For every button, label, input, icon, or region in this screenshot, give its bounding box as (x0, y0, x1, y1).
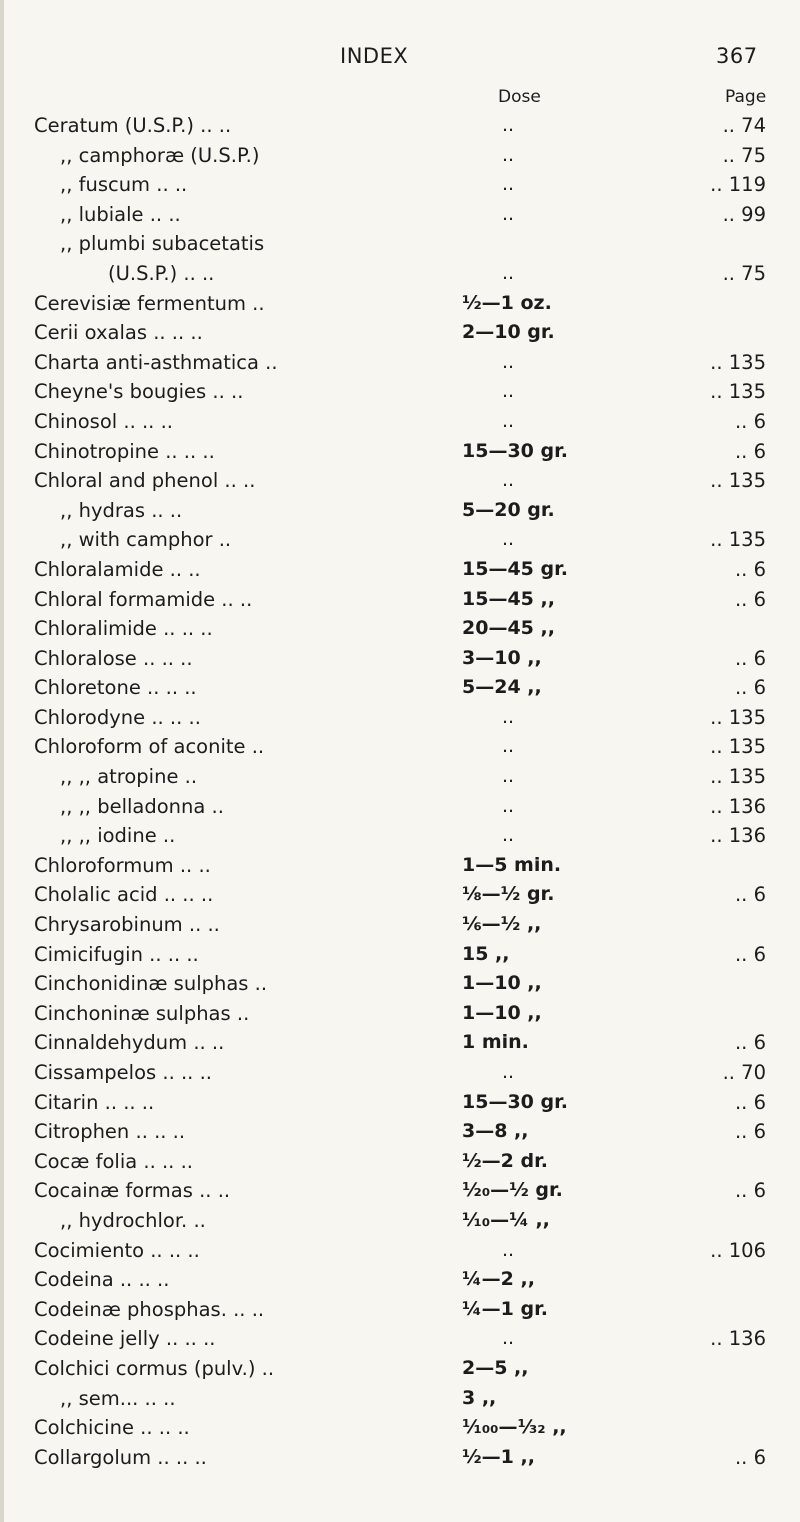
index-entry (0, 733, 800, 763)
entry-page: .. 99 (722, 202, 766, 226)
entry-name: Cocainæ formas .. .. (34, 1179, 231, 1203)
entry-dose: 15—30 gr. (462, 1090, 568, 1113)
entry-dose: ⅛—½ gr. (462, 883, 555, 906)
index-entry (0, 615, 800, 645)
page-column-heading: Page (725, 87, 767, 107)
entry-dose: ½—1 ,, (462, 1445, 535, 1468)
index-entry (0, 1148, 800, 1178)
index-entry (0, 852, 800, 882)
index-entry (0, 319, 800, 349)
entry-page: .. 6 (734, 1120, 766, 1144)
entry-name: Chloral and phenol .. .. (34, 469, 256, 493)
entry-name: Cinnaldehydum .. .. (34, 1031, 225, 1055)
entry-dose: ⅙—½ ,, (462, 913, 542, 936)
index-entry (0, 526, 800, 556)
entry-name: Chlorodyne .. .. .. (34, 705, 201, 729)
entry-name: (U.S.P.) .. .. (108, 261, 215, 285)
index-entry (0, 911, 800, 941)
entry-page: .. 6 (734, 557, 766, 581)
entry-dose: .. (502, 794, 515, 817)
entry-page: .. 6 (734, 1179, 766, 1203)
index-entry (0, 1444, 800, 1474)
entry-name: Chloroformum .. .. (34, 853, 211, 877)
column-headings (0, 87, 800, 109)
entry-dose: 3—10 ,, (462, 646, 542, 669)
entry-page: .. 135 (710, 705, 766, 729)
index-entry (0, 556, 800, 586)
entry-dose: ⅒—¼ ,, (462, 1208, 550, 1231)
entry-dose: .. (502, 350, 515, 373)
entry-name: ,, ,, atropine .. (60, 765, 198, 789)
entry-dose: .. (502, 143, 515, 166)
entry-dose: .. (502, 735, 515, 758)
entry-dose: .. (502, 380, 515, 403)
entry-dose: .. (502, 261, 515, 284)
entry-name: Chloretone .. .. .. (34, 676, 197, 700)
entry-dose: ¹⁄₁₀₀—¹⁄₃₂ ,, (462, 1416, 567, 1439)
entry-name: Cinchoninæ sulphas .. (34, 1001, 250, 1025)
index-entry (0, 1325, 800, 1355)
entry-name: ,, ,, iodine .. (60, 824, 176, 848)
entry-page: .. 136 (710, 824, 766, 848)
index-entry (0, 230, 800, 260)
entry-dose: .. (502, 202, 515, 225)
index-entry (0, 822, 800, 852)
index-entry (0, 171, 800, 201)
dose-column-heading: Dose (498, 87, 541, 107)
index-entry (0, 142, 800, 172)
index-entry (0, 941, 800, 971)
index-entry (0, 1207, 800, 1237)
index-entry (0, 970, 800, 1000)
entry-page: .. 135 (710, 380, 766, 404)
entry-dose: 5—24 ,, (462, 676, 542, 699)
index-entry (0, 260, 800, 290)
entry-dose: .. (502, 1061, 515, 1083)
index-entry (0, 438, 800, 468)
entry-name: Chrysarobinum .. .. (34, 913, 220, 937)
entry-page: .. 70 (722, 1061, 766, 1084)
index-entry (0, 1089, 800, 1119)
index-entry (0, 378, 800, 408)
index-entry (0, 1177, 800, 1207)
entry-page: .. 136 (710, 794, 766, 818)
index-entry (0, 1237, 800, 1267)
index-entry (0, 1266, 800, 1296)
index-entry (0, 1385, 800, 1415)
entry-dose: .. (502, 824, 515, 847)
entry-name: Cerevisiæ fermentum .. (34, 291, 265, 315)
entry-dose: .. (502, 528, 515, 551)
entry-name: Colchici cormus (pulv.) .. (34, 1356, 275, 1380)
entry-dose: 2—5 ,, (462, 1356, 529, 1379)
entry-dose: .. (502, 765, 515, 788)
index-entry (0, 349, 800, 379)
index-entry (0, 201, 800, 231)
index-entry (0, 467, 800, 497)
entry-dose: 1—10 ,, (462, 1001, 542, 1024)
entry-name: Cinchonidinæ sulphas .. (34, 972, 268, 996)
entry-name: Chinotropine .. .. .. (34, 439, 215, 463)
index-entries (0, 112, 800, 1473)
entry-dose: .. (502, 173, 515, 196)
entry-page: .. 119 (710, 173, 766, 197)
entry-name: Citrophen .. .. .. (34, 1120, 186, 1144)
entry-dose: 20—45 ,, (462, 617, 555, 640)
entry-name: Chinosol .. .. .. (34, 409, 173, 433)
entry-page: .. 6 (734, 409, 766, 433)
entry-name: Chloralimide .. .. .. (34, 617, 213, 641)
index-entry (0, 793, 800, 823)
entry-page: .. 106 (710, 1238, 766, 1262)
entry-name: Cocimiento .. .. .. (34, 1238, 200, 1262)
entry-name: Chloralamide .. .. (34, 557, 201, 581)
entry-name: ,, fuscum .. .. (60, 173, 188, 197)
index-entry (0, 1000, 800, 1030)
index-entry (0, 497, 800, 527)
entry-dose: .. (502, 114, 515, 136)
entry-dose: .. (502, 409, 515, 432)
entry-page: .. 75 (722, 261, 766, 285)
entry-page: .. 135 (710, 350, 766, 374)
index-entry (0, 1029, 800, 1059)
entry-page: .. 6 (734, 1090, 766, 1114)
entry-name: ,, hydrochlor. .. (60, 1208, 206, 1232)
entry-name: Cimicifugin .. .. .. (34, 942, 199, 966)
entry-name: Codeina .. .. .. (34, 1268, 170, 1292)
index-entry (0, 1118, 800, 1148)
entry-dose: .. (502, 1327, 515, 1350)
entry-name: Citarin .. .. .. (34, 1090, 155, 1114)
entry-page: .. 6 (734, 942, 766, 966)
entry-name: Cerii oxalas .. .. .. (34, 321, 203, 345)
entry-name: Collargolum .. .. .. (34, 1445, 207, 1469)
entry-name: Codeinæ phosphas. .. .. (34, 1297, 265, 1321)
entry-name: Cholalic acid .. .. .. (34, 883, 214, 907)
entry-dose: 15—45 gr. (462, 557, 568, 580)
entry-page: .. 6 (734, 676, 766, 700)
entry-name: ,, with camphor .. (60, 528, 232, 552)
index-entry (0, 112, 800, 142)
entry-name: ,, lubiale .. .. (60, 202, 181, 226)
entry-page: .. 135 (710, 765, 766, 789)
entry-dose: ½—1 oz. (462, 291, 552, 314)
index-entry (0, 586, 800, 616)
entry-dose: 15—30 gr. (462, 439, 568, 462)
entry-dose: 3—8 ,, (462, 1120, 529, 1143)
entry-dose: .. (502, 469, 515, 492)
entry-dose: 2—10 gr. (462, 321, 555, 344)
entry-page: .. 136 (710, 1327, 766, 1351)
entry-name: Chloralose .. .. .. (34, 646, 193, 670)
entry-name: Charta anti-asthmatica .. (34, 350, 278, 374)
entry-name: Cheyne's bougies .. .. (34, 380, 244, 404)
index-entry (0, 881, 800, 911)
entry-name: Cocæ folia .. .. .. (34, 1149, 193, 1173)
entry-dose: .. (502, 1238, 515, 1261)
entry-page: .. 135 (710, 528, 766, 552)
index-entry (0, 1296, 800, 1326)
entry-page: .. 6 (734, 439, 766, 463)
entry-dose: .. (502, 705, 515, 728)
index-entry (0, 290, 800, 320)
index-entry (0, 408, 800, 438)
entry-dose: 15 ,, (462, 942, 510, 965)
entry-name: ,, sem... .. .. (60, 1386, 176, 1410)
index-entry (0, 1355, 800, 1385)
entry-name: Chloroform of aconite .. (34, 735, 265, 759)
entry-name: Ceratum (U.S.P.) .. .. (34, 114, 232, 137)
entry-page: .. 75 (722, 143, 766, 167)
entry-page: .. 6 (734, 646, 766, 670)
index-entry (0, 1414, 800, 1444)
entry-page: .. 6 (734, 1031, 766, 1055)
entry-page: .. 135 (710, 469, 766, 493)
entry-page: .. 6 (734, 1445, 766, 1469)
entry-dose: ¹⁄₂₀—½ gr. (462, 1179, 563, 1202)
entry-dose: ½—2 dr. (462, 1149, 548, 1172)
entry-name: ,, hydras .. .. (60, 498, 183, 522)
index-entry (0, 763, 800, 793)
entry-dose: 1 min. (462, 1031, 529, 1054)
entry-page: .. 74 (722, 114, 766, 137)
entry-name: Chloral formamide .. .. (34, 587, 253, 611)
entry-page: .. 6 (734, 883, 766, 907)
entry-name: ,, camphoræ (U.S.P.) (60, 143, 260, 167)
entry-dose: 1—10 ,, (462, 972, 542, 995)
entry-dose: 1—5 min. (462, 853, 562, 876)
index-entry (0, 645, 800, 675)
entry-page: .. 135 (710, 735, 766, 759)
entry-dose: ¼—2 ,, (462, 1268, 535, 1291)
entry-name: Codeine jelly .. .. .. (34, 1327, 216, 1351)
entry-dose: 3 ,, (462, 1386, 497, 1409)
index-entry (0, 1059, 800, 1089)
page-header (0, 44, 800, 74)
entry-page: .. 6 (734, 587, 766, 611)
entry-dose: 5—20 gr. (462, 498, 555, 521)
entry-name: Colchicine .. .. .. (34, 1416, 190, 1440)
entry-name: ,, ,, belladonna .. (60, 794, 224, 818)
page-number: 367 (716, 44, 758, 68)
entry-name: ,, plumbi subacetatis (60, 232, 265, 256)
running-title: INDEX (340, 44, 409, 68)
entry-dose: ¼—1 gr. (462, 1297, 548, 1320)
index-entry (0, 674, 800, 704)
entry-dose: 15—45 ,, (462, 587, 555, 610)
entry-name: Cissampelos .. .. .. (34, 1061, 212, 1084)
index-entry (0, 704, 800, 734)
